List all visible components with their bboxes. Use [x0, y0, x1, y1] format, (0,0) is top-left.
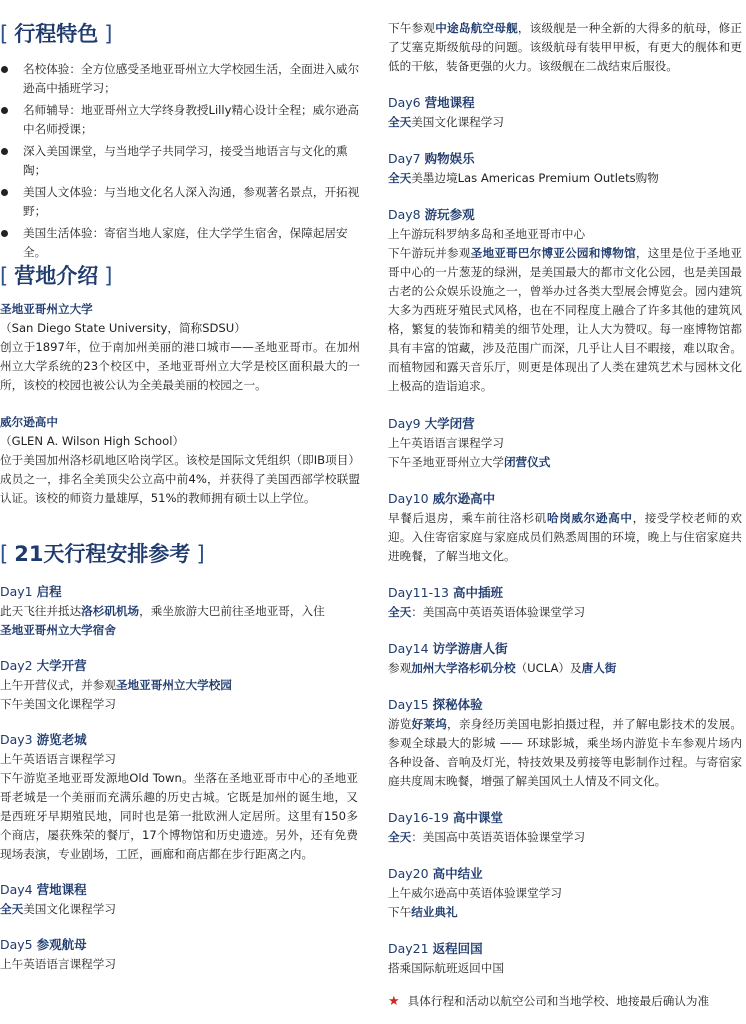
day-number: Day16-19: [388, 810, 450, 825]
highlight: 全天: [0, 902, 24, 916]
day-block-7: [388, 149, 742, 188]
day-block-15: [388, 695, 742, 791]
camp-section: [0, 262, 360, 508]
day-topic: 高中插班: [453, 585, 504, 600]
features-title-text: 行程特色: [14, 22, 99, 46]
day-block-5: [0, 935, 358, 974]
day-topic: 高中结业: [432, 866, 483, 881]
day-text: [388, 828, 742, 847]
highlight: 圣地亚哥巴尔博亚公园和博物馆: [470, 246, 636, 260]
day-title: [388, 695, 742, 715]
day-title: [388, 864, 742, 884]
day-text: [0, 602, 358, 640]
list-item: 名校体验：全方位感受圣地亚哥州立大学校园生活，全面进入威尔逊高中插班学习；: [0, 60, 362, 98]
day-topic: 游玩参观: [424, 207, 475, 222]
day-paragraph: [388, 244, 742, 396]
text: ，该级舰是一种全新的大得多的航母，修正了艾塞克斯级航母的问题。该级航母有装甲甲板，有更大的舰体和更低的干舷，装备更强的火力。该级舰在二战结束后服役。: [388, 21, 742, 73]
day-block-6: [388, 93, 742, 132]
day-number: Day7: [388, 151, 421, 166]
text: 下午圣地亚哥州立大学: [388, 455, 504, 469]
day-block-20: [388, 864, 742, 922]
day-block-21: [388, 939, 742, 978]
day-paragraph: [388, 715, 742, 791]
day-number: Day2: [0, 658, 33, 673]
day-text: 上午英语语言课程学习: [0, 752, 116, 766]
day-title: [388, 414, 742, 434]
schedule-section-left: [0, 540, 358, 974]
text: 下午: [388, 905, 412, 919]
list-item: 名师辅导：地亚哥州立大学终身教授Lilly精心设计全程；威尔逊高中名师授课；: [0, 101, 362, 139]
text: ：美国高中英语英语体验课堂学习: [411, 605, 586, 619]
features-title: [ 行程特色 ]: [0, 22, 113, 46]
day-topic: 高中课堂: [453, 810, 504, 825]
highlight: 闭营仪式: [503, 455, 551, 469]
school-desc: 位于美国加州洛杉矶地区哈岗学区。该校是国际文凭组织（即IB项目）成员之一，排名全美顶尖公立高中前4%，并获得了美国西部学校联盟认证。该校的师资力量雄厚，51%的教师拥有硕士以上学位。: [0, 453, 360, 505]
day-number: Day5: [0, 937, 33, 952]
text: ，亲身经历美国电影拍摄过程，并了解电影技术的发展。参观全球最大的影城 —— 环球影城，乘坐场内游览卡车参观片场内各种设备、音响及灯光，特技效果及剪接等电影制作过程。与寄宿家庭共度周末晚餐，增强了解美国风土人情及不同文化。: [388, 717, 742, 788]
day-text: 下午美国文化课程学习: [0, 697, 116, 711]
day-number: Day3: [0, 732, 33, 747]
day-title: [388, 639, 742, 659]
day-topic: 参观航母: [36, 937, 87, 952]
text: 此天飞往并抵达: [0, 604, 82, 618]
day-block-1: [0, 582, 358, 640]
day-block-10: [388, 489, 742, 566]
text: 美国文化课程学习: [23, 902, 116, 916]
day-text: [388, 903, 742, 922]
day-text: [388, 453, 742, 472]
footnote-text: 具体行程和活动以航空公司和当地学校、地接最后确认为准: [407, 994, 710, 1008]
highlight: 中途岛航空母舰: [435, 21, 518, 35]
schedule-title-text: 21天行程安排参考: [14, 542, 191, 566]
text: 下午游玩并参观: [388, 246, 471, 260]
day-number: Day14: [388, 641, 429, 656]
school-name: 圣地亚哥州立大学: [0, 302, 93, 316]
text: ：美国高中英语英语体验课堂学习: [411, 830, 586, 844]
highlight: 圣地亚哥州立大学校园: [115, 678, 232, 692]
text: 美墨边境Las Americas Premium Outlets购物: [411, 171, 659, 185]
text: ，乘坐旅游大巴前往圣地亚哥，入住: [139, 604, 325, 618]
highlight: 全天: [388, 115, 412, 129]
day-text: [388, 659, 742, 678]
text: 美国文化课程学习: [411, 115, 504, 129]
text: （UCLA）及: [515, 661, 582, 675]
day-number: Day11-13: [388, 585, 450, 600]
highlight: 全天: [388, 830, 412, 844]
day-topic: 启程: [36, 584, 62, 599]
day-paragraph: [388, 509, 742, 566]
features-list: [0, 60, 362, 262]
camp-title-text: 营地介绍: [14, 264, 99, 288]
day-title: [388, 808, 742, 828]
day-block-8: [388, 205, 742, 396]
highlight: 结业典礼: [411, 905, 458, 919]
text: 下午参观: [388, 21, 436, 35]
features-section: [0, 20, 362, 265]
day-number: Day1: [0, 584, 33, 599]
day-number: Day6: [388, 95, 421, 110]
day-text: 上午威尔逊高中英语体验课堂学习: [388, 886, 562, 900]
day-number: Day8: [388, 207, 421, 222]
text: 参观: [388, 661, 412, 675]
day-topic: 购物娱乐: [424, 151, 475, 166]
star-icon: ★: [388, 994, 400, 1009]
day-title: [388, 149, 742, 169]
footnote: [388, 992, 742, 1011]
school-en-name: （San Diego State University，简称SDSU）: [0, 321, 246, 335]
day-topic: 威尔逊高中: [432, 491, 496, 506]
day-number: Day9: [388, 416, 421, 431]
list-item: 深入美国课堂，与当地学子共同学习，接受当地语言与文化的熏陶；: [0, 142, 362, 180]
day-title: [388, 583, 742, 603]
day-number: Day20: [388, 866, 429, 881]
day-title: [0, 880, 358, 900]
day-topic: 营地课程: [36, 882, 87, 897]
highlight: 加州大学洛杉矶分校: [411, 661, 516, 675]
schedule-title: [ 21天行程安排参考 ]: [0, 542, 205, 566]
day-number: Day21: [388, 941, 429, 956]
day-topic: 大学闭营: [424, 416, 475, 431]
day-topic: 访学游唐人街: [432, 641, 508, 656]
school-en-name: （GLEN A. Wilson High School）: [0, 434, 185, 448]
day-paragraph: [388, 19, 742, 76]
day-topic: 探秘体验: [432, 697, 483, 712]
day-text: 上午游玩科罗纳多岛和圣地亚哥市中心: [388, 227, 586, 241]
day-title: [388, 93, 742, 113]
day-title: [388, 489, 742, 509]
day-topic: 游览老城: [36, 732, 87, 747]
highlight: 全天: [388, 605, 412, 619]
day-block-2: [0, 656, 358, 714]
day-text: [388, 169, 742, 188]
day-topic: 返程回国: [432, 941, 483, 956]
highlight: 全天: [388, 171, 412, 185]
camp-title: [ 营地介绍 ]: [0, 264, 113, 288]
day-block-9: [388, 414, 742, 472]
schedule-section-right: [388, 19, 742, 1011]
day-title: [388, 939, 742, 959]
day-text: 上午英语语言课程学习: [388, 436, 504, 450]
text: 游览: [388, 717, 412, 731]
day-title: [0, 582, 358, 602]
day-title: [0, 935, 358, 955]
day-topic: 大学开营: [36, 658, 87, 673]
day-title: [0, 730, 358, 750]
text: ，这里是位于圣地亚哥中心的一片葱茏的绿洲，是美国最大的都市文化公园，也是美国最古老的公众娱乐设施之一，曾举办过各类大型展会博览会。园内建筑大多为西班牙殖民式风格，也在不同程度上融合了许多其他的建筑风格，繁复的装饰和精美的细节处理，让人大为赞叹。每一座博物馆都具有丰富的馆藏，涉及范围广而深，几乎让人目不暇接，难以取舍。而植物园和露天音乐厅，则更是体现出了人类在建筑艺术与园林文化上极高的造诣追求。: [388, 246, 742, 393]
text: ，接受学校老师的欢迎。入住寄宿家庭与家庭成员们熟悉周围的环境，晚上与住宿家庭共进晚餐，了解当地文化。: [388, 511, 742, 563]
list-item: 美国人文体验：与当地文化名人深入沟通，参观著名景点，开拓视野；: [0, 183, 362, 221]
day-topic: 营地课程: [424, 95, 475, 110]
day-text: 搭乘国际航班返回中国: [388, 961, 504, 975]
day-text: 上午英语语言课程学习: [0, 957, 116, 971]
highlight: 唐人街: [581, 661, 617, 675]
day-text: [388, 603, 742, 622]
day-text: [0, 676, 358, 695]
highlight: 洛杉矶机场: [81, 604, 140, 618]
day-number: Day4: [0, 882, 33, 897]
list-item: 美国生活体验：寄宿当地人家庭，住大学学生宿舍，保障起居安全。: [0, 224, 362, 262]
day-number: Day10: [388, 491, 429, 506]
day-block-11: [388, 583, 742, 622]
highlight: 哈岗威尔逊高中: [546, 511, 633, 525]
day-text: [0, 900, 358, 919]
day-number: Day15: [388, 697, 429, 712]
day-block-14: [388, 639, 742, 678]
day-title: [388, 205, 742, 225]
highlight: 圣地亚哥州立大学宿舍: [0, 623, 116, 637]
school-name: 威尔逊高中: [0, 415, 58, 429]
day-title: [0, 656, 358, 676]
day-block-16: [388, 808, 742, 847]
highlight: 好莱坞: [411, 717, 448, 731]
day-block-3: [0, 730, 358, 864]
text: 早餐后退房，乘车前往洛杉矶: [388, 511, 547, 525]
day-block-4: [0, 880, 358, 919]
day-paragraph: 下午游览圣地亚哥发源地Old Town。坐落在圣地亚哥市中心的圣地亚哥老城是一个美丽而充满乐趣的历史古城。它既是加州的诞生地，又是西班牙早期殖民地，同时也是第一批欧洲人定居所。这里有150多个商店，屡获殊荣的餐厅，17个博物馆和历史遗迹。另外，还有免费现场表演，专业剧场，工匠，画廊和商店都在步行距离之内。: [0, 771, 358, 861]
day-text: [388, 113, 742, 132]
text: 上午开营仪式，并参观: [0, 678, 116, 692]
school-desc: 创立于1897年，位于南加州美丽的港口城市——圣地亚哥市。在加州州立大学系统的23个校区中，圣地亚哥州立大学是校区面积最大的一所，该校的校园也被公认为全美最美丽的校园之一。: [0, 340, 360, 392]
